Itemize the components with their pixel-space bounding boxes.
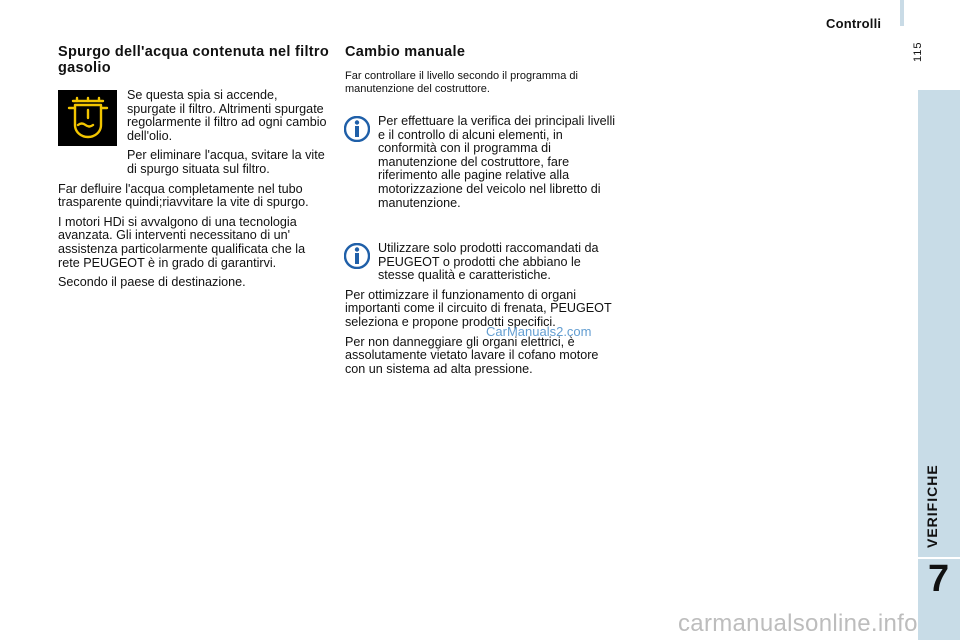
page-number: 115 [912,41,924,62]
header-rule [900,0,904,26]
info-text: Per ottimizzare il funzionamento di organi importanti come il circuito di frenata, PEUGEOT seleziona e propone prodotti specifici. [345,287,612,329]
watermark-middle: CarManuals2.com [486,324,592,339]
info-text: Per non danneggiare gli organi elettrici, è assolutamente vietato lavare il cofano motore con un sistema ad alta pressione. [345,334,599,376]
paragraph: Secondo il paese di destinazione. [58,275,246,290]
right-section-title: Cambio manuale [345,44,466,60]
paragraph: I motori HDi si avvalgono di una tecnologia avanzata. Gli interventi necessitano di un' assistenza particolarmente qualificata che la rete PEUGEOT è in grado di garantirvi. [58,214,306,270]
side-tab-label: VERIFICHE [924,464,940,548]
page-header-title: Controlli [826,16,882,31]
right-section-header [345,44,620,95]
paragraph: Far defluire l'acqua completamente nel tubo trasparente quindi;riavvitare la vite di spurgo. [58,181,309,210]
paragraph: Per eliminare l'acqua, svitare la vite di spurgo situata sul filtro. [127,148,325,176]
chapter-number: 7 [928,558,950,600]
paragraph: Se questa spia si accende, spurgate il filtro. Altrimenti spurgate regolarmente il filtro ad ogni cambio dell'olio. [127,88,327,143]
watermark-bottom: carmanualsonline.info [678,610,918,637]
maintenance-note: Far controllare il livello secondo il programma di manutenzione del costruttore. [345,70,578,95]
info-text: Per effettuare la verifica dei principali livelli e il controllo di alcuni elementi, in conformità con il programma di manutenzione del costruttore, fare riferimento alle pagine relative alla motorizzazione del veicolo nel libretto di manutenzione. [378,114,616,210]
info-text: Utilizzare solo prodotti raccomandati da PEUGEOT o prodotti che abbiano le stesse qualità e caratteristiche. [378,241,599,283]
info-block-maintenance [345,115,620,210]
left-body [58,89,328,290]
left-section-title: Spurgo dell'acqua contenuta nel filtro gasolio [58,44,330,76]
info-block-products [345,242,620,376]
left-section-header [58,44,330,76]
